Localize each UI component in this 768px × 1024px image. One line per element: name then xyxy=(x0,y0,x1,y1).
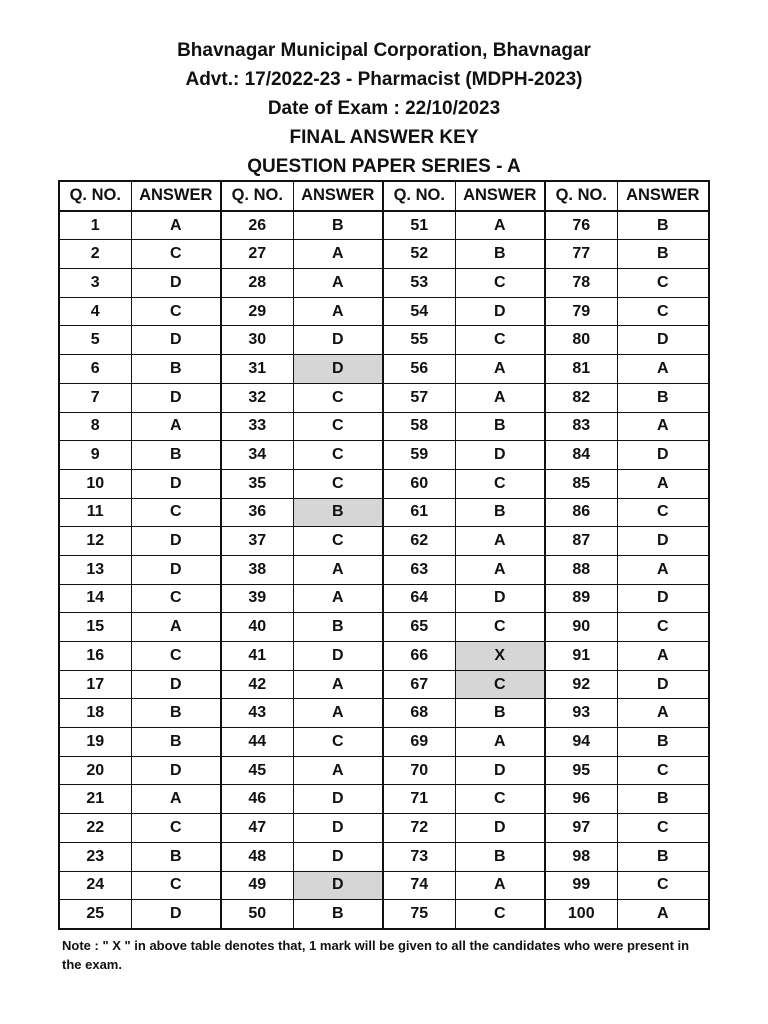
answer-cell: B xyxy=(131,728,221,757)
question-number: 9 xyxy=(59,441,131,470)
answer-cell: D xyxy=(455,756,545,785)
question-number: 83 xyxy=(545,412,617,441)
question-number: 11 xyxy=(59,498,131,527)
table-row xyxy=(59,211,709,240)
answer-cell: D xyxy=(293,842,383,871)
answer-key-table xyxy=(58,180,710,930)
qno-header: Q. NO. xyxy=(545,181,617,211)
answer-cell: D xyxy=(131,326,221,355)
question-number: 33 xyxy=(221,412,293,441)
answer-cell: D xyxy=(617,584,709,613)
answer-cell: D xyxy=(131,269,221,298)
table-row xyxy=(59,842,709,871)
question-number: 93 xyxy=(545,699,617,728)
exam-date: Date of Exam : 22/10/2023 xyxy=(267,98,501,119)
question-number: 89 xyxy=(545,584,617,613)
organization-name: Bhavnagar Municipal Corporation, Bhavnagar xyxy=(177,40,591,61)
answer-cell: C xyxy=(617,871,709,900)
table-header-row xyxy=(59,181,709,211)
table-row xyxy=(59,900,709,929)
question-number: 79 xyxy=(545,297,617,326)
question-number: 100 xyxy=(545,900,617,929)
question-number: 71 xyxy=(383,785,455,814)
question-number: 81 xyxy=(545,355,617,384)
answer-cell: D xyxy=(131,383,221,412)
answer-cell: D xyxy=(131,555,221,584)
answer-cell: A xyxy=(455,383,545,412)
answer-cell: A xyxy=(293,555,383,584)
question-number: 17 xyxy=(59,670,131,699)
table-row xyxy=(59,326,709,355)
answer-cell: C xyxy=(131,498,221,527)
answer-cell: B xyxy=(293,613,383,642)
paper-series: QUESTION PAPER SERIES - A xyxy=(247,156,521,177)
question-number: 75 xyxy=(383,900,455,929)
question-number: 72 xyxy=(383,814,455,843)
answer-cell: C xyxy=(293,469,383,498)
answer-cell: A xyxy=(131,785,221,814)
question-number: 35 xyxy=(221,469,293,498)
answer-cell: D xyxy=(293,871,383,900)
question-number: 30 xyxy=(221,326,293,355)
answer-cell: C xyxy=(293,527,383,556)
question-number: 53 xyxy=(383,269,455,298)
table-row xyxy=(59,269,709,298)
question-number: 58 xyxy=(383,412,455,441)
answer-cell: D xyxy=(293,785,383,814)
question-number: 68 xyxy=(383,699,455,728)
question-number: 14 xyxy=(59,584,131,613)
answer-cell: B xyxy=(617,211,709,240)
table-row xyxy=(59,383,709,412)
table-row xyxy=(59,785,709,814)
answer-cell: B xyxy=(455,699,545,728)
question-number: 16 xyxy=(59,642,131,671)
answer-cell: C xyxy=(617,613,709,642)
answer-header: ANSWER xyxy=(293,181,383,211)
answer-cell: D xyxy=(617,670,709,699)
answer-cell: C xyxy=(455,613,545,642)
question-number: 57 xyxy=(383,383,455,412)
question-number: 99 xyxy=(545,871,617,900)
footnote: Note : " X " in above table denotes that, 1 mark will be given to all the candidates who were present in the exam. xyxy=(62,938,690,972)
answer-cell: C xyxy=(131,871,221,900)
question-number: 98 xyxy=(545,842,617,871)
answer-cell: C xyxy=(455,326,545,355)
table-row xyxy=(59,670,709,699)
question-number: 84 xyxy=(545,441,617,470)
answer-cell: D xyxy=(293,642,383,671)
answer-cell: A xyxy=(293,584,383,613)
question-number: 37 xyxy=(221,527,293,556)
question-number: 77 xyxy=(545,240,617,269)
question-number: 25 xyxy=(59,900,131,929)
document-title: FINAL ANSWER KEY xyxy=(289,127,479,148)
question-number: 2 xyxy=(59,240,131,269)
answer-header: ANSWER xyxy=(617,181,709,211)
answer-cell: C xyxy=(455,900,545,929)
question-number: 62 xyxy=(383,527,455,556)
answer-cell: A xyxy=(455,728,545,757)
question-number: 26 xyxy=(221,211,293,240)
question-number: 5 xyxy=(59,326,131,355)
question-number: 4 xyxy=(59,297,131,326)
question-number: 41 xyxy=(221,642,293,671)
question-number: 12 xyxy=(59,527,131,556)
answer-header: ANSWER xyxy=(131,181,221,211)
answer-cell: D xyxy=(131,670,221,699)
question-number: 44 xyxy=(221,728,293,757)
question-number: 42 xyxy=(221,670,293,699)
question-number: 27 xyxy=(221,240,293,269)
answer-cell: B xyxy=(455,842,545,871)
question-number: 95 xyxy=(545,756,617,785)
answer-cell: C xyxy=(617,814,709,843)
table-row xyxy=(59,527,709,556)
answer-cell: B xyxy=(131,842,221,871)
answer-cell: B xyxy=(617,383,709,412)
question-number: 1 xyxy=(59,211,131,240)
question-number: 85 xyxy=(545,469,617,498)
question-number: 15 xyxy=(59,613,131,642)
question-number: 45 xyxy=(221,756,293,785)
answer-cell: D xyxy=(617,326,709,355)
question-number: 48 xyxy=(221,842,293,871)
answer-cell: C xyxy=(617,269,709,298)
question-number: 76 xyxy=(545,211,617,240)
question-number: 65 xyxy=(383,613,455,642)
answer-cell: C xyxy=(131,642,221,671)
answer-cell: A xyxy=(455,527,545,556)
question-number: 67 xyxy=(383,670,455,699)
qno-header: Q. NO. xyxy=(221,181,293,211)
answer-cell: C xyxy=(617,756,709,785)
answer-cell: A xyxy=(617,469,709,498)
answer-cell: A xyxy=(293,297,383,326)
answer-cell: B xyxy=(617,785,709,814)
question-number: 74 xyxy=(383,871,455,900)
question-number: 60 xyxy=(383,469,455,498)
question-number: 59 xyxy=(383,441,455,470)
question-number: 96 xyxy=(545,785,617,814)
answer-cell: B xyxy=(293,900,383,929)
answer-cell: B xyxy=(131,699,221,728)
answer-cell: B xyxy=(293,211,383,240)
answer-cell: C xyxy=(293,441,383,470)
answer-cell: C xyxy=(131,297,221,326)
answer-cell: A xyxy=(131,412,221,441)
question-number: 88 xyxy=(545,555,617,584)
question-number: 23 xyxy=(59,842,131,871)
question-number: 36 xyxy=(221,498,293,527)
question-number: 24 xyxy=(59,871,131,900)
answer-cell: A xyxy=(293,756,383,785)
question-number: 28 xyxy=(221,269,293,298)
question-number: 52 xyxy=(383,240,455,269)
answer-cell: D xyxy=(455,584,545,613)
advertisement-line: Advt.: 17/2022-23 - Pharmacist (MDPH-2023) xyxy=(185,69,583,90)
table-row xyxy=(59,555,709,584)
question-number: 73 xyxy=(383,842,455,871)
question-number: 20 xyxy=(59,756,131,785)
question-number: 43 xyxy=(221,699,293,728)
answer-cell: D xyxy=(131,900,221,929)
answer-cell: B xyxy=(617,728,709,757)
question-number: 38 xyxy=(221,555,293,584)
question-number: 86 xyxy=(545,498,617,527)
answer-cell: C xyxy=(293,383,383,412)
question-number: 47 xyxy=(221,814,293,843)
answer-cell: C xyxy=(617,297,709,326)
qno-header: Q. NO. xyxy=(383,181,455,211)
document-header xyxy=(0,36,768,181)
question-number: 87 xyxy=(545,527,617,556)
table-row xyxy=(59,297,709,326)
question-number: 49 xyxy=(221,871,293,900)
answer-cell: C xyxy=(455,670,545,699)
answer-cell: A xyxy=(617,699,709,728)
answer-cell: A xyxy=(293,670,383,699)
answer-cell: B xyxy=(455,240,545,269)
table-row xyxy=(59,613,709,642)
answer-cell: C xyxy=(455,469,545,498)
answer-cell: A xyxy=(131,613,221,642)
question-number: 97 xyxy=(545,814,617,843)
table-row xyxy=(59,498,709,527)
answer-cell: D xyxy=(293,326,383,355)
table-row xyxy=(59,441,709,470)
question-number: 55 xyxy=(383,326,455,355)
question-number: 6 xyxy=(59,355,131,384)
answer-cell: D xyxy=(617,527,709,556)
answer-cell: B xyxy=(617,842,709,871)
table-row xyxy=(59,814,709,843)
answer-cell: D xyxy=(455,297,545,326)
question-number: 50 xyxy=(221,900,293,929)
question-number: 22 xyxy=(59,814,131,843)
question-number: 90 xyxy=(545,613,617,642)
table-row xyxy=(59,584,709,613)
table-row xyxy=(59,240,709,269)
answer-cell: A xyxy=(617,642,709,671)
answer-cell: X xyxy=(455,642,545,671)
question-number: 69 xyxy=(383,728,455,757)
table-row xyxy=(59,871,709,900)
answer-cell: C xyxy=(617,498,709,527)
answer-cell: D xyxy=(293,814,383,843)
question-number: 7 xyxy=(59,383,131,412)
question-number: 29 xyxy=(221,297,293,326)
question-number: 94 xyxy=(545,728,617,757)
answer-cell: A xyxy=(455,355,545,384)
answer-cell: A xyxy=(293,240,383,269)
question-number: 54 xyxy=(383,297,455,326)
question-number: 31 xyxy=(221,355,293,384)
answer-cell: A xyxy=(293,269,383,298)
answer-cell: C xyxy=(293,728,383,757)
table-row xyxy=(59,728,709,757)
answer-cell: A xyxy=(455,871,545,900)
answer-cell: B xyxy=(131,441,221,470)
question-number: 46 xyxy=(221,785,293,814)
question-number: 19 xyxy=(59,728,131,757)
question-number: 34 xyxy=(221,441,293,470)
answer-cell: B xyxy=(455,498,545,527)
answer-cell: A xyxy=(293,699,383,728)
table-row xyxy=(59,699,709,728)
table-row xyxy=(59,355,709,384)
answer-cell: D xyxy=(617,441,709,470)
question-number: 32 xyxy=(221,383,293,412)
answer-cell: B xyxy=(617,240,709,269)
question-number: 64 xyxy=(383,584,455,613)
answer-header: ANSWER xyxy=(455,181,545,211)
table-row xyxy=(59,642,709,671)
table-row xyxy=(59,469,709,498)
answer-cell: D xyxy=(131,756,221,785)
question-number: 80 xyxy=(545,326,617,355)
question-number: 66 xyxy=(383,642,455,671)
question-number: 91 xyxy=(545,642,617,671)
question-number: 51 xyxy=(383,211,455,240)
question-number: 63 xyxy=(383,555,455,584)
answer-cell: D xyxy=(455,441,545,470)
answer-cell: A xyxy=(131,211,221,240)
answer-cell: C xyxy=(455,785,545,814)
question-number: 78 xyxy=(545,269,617,298)
qno-header: Q. NO. xyxy=(59,181,131,211)
answer-cell: A xyxy=(455,555,545,584)
question-number: 56 xyxy=(383,355,455,384)
answer-cell: A xyxy=(617,555,709,584)
answer-cell: C xyxy=(131,814,221,843)
answer-cell: A xyxy=(617,900,709,929)
answer-cell: C xyxy=(293,412,383,441)
question-number: 8 xyxy=(59,412,131,441)
answer-cell: C xyxy=(131,584,221,613)
question-number: 70 xyxy=(383,756,455,785)
answer-cell: C xyxy=(131,240,221,269)
question-number: 61 xyxy=(383,498,455,527)
answer-cell: D xyxy=(131,527,221,556)
table-row xyxy=(59,412,709,441)
question-number: 39 xyxy=(221,584,293,613)
answer-cell: D xyxy=(293,355,383,384)
answer-cell: A xyxy=(455,211,545,240)
answer-cell: D xyxy=(455,814,545,843)
answer-cell: A xyxy=(617,355,709,384)
question-number: 82 xyxy=(545,383,617,412)
answer-cell: B xyxy=(455,412,545,441)
question-number: 18 xyxy=(59,699,131,728)
answer-cell: B xyxy=(293,498,383,527)
question-number: 92 xyxy=(545,670,617,699)
answer-cell: A xyxy=(617,412,709,441)
table-row xyxy=(59,756,709,785)
question-number: 40 xyxy=(221,613,293,642)
answer-cell: D xyxy=(131,469,221,498)
question-number: 13 xyxy=(59,555,131,584)
question-number: 21 xyxy=(59,785,131,814)
answer-cell: C xyxy=(455,269,545,298)
question-number: 3 xyxy=(59,269,131,298)
answer-cell: B xyxy=(131,355,221,384)
question-number: 10 xyxy=(59,469,131,498)
